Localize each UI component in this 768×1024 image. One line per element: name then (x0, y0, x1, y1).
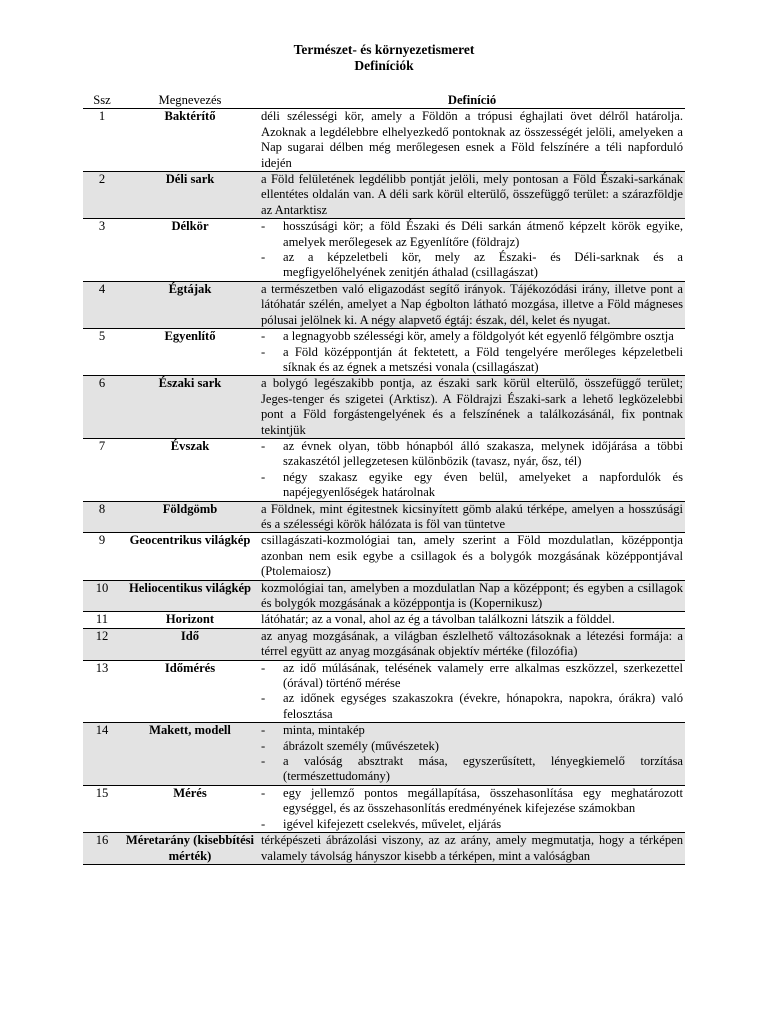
row-number: 7 (83, 438, 121, 501)
definition-item: - egy jellemző pontos megállapítása, összehasonlítása egy meghatározott egységgel, és az összehasonlítás eredményének kifejezése számokban (261, 786, 683, 817)
term-name: Déli sark (121, 172, 259, 219)
row-number: 12 (83, 628, 121, 660)
row-number: 8 (83, 501, 121, 533)
definition-cell: kozmológiai tan, amelyben a mozdulatlan Nap a középpont; és egyben a csillagok és bolygók mozgásának a középpontja is (Kopernikusz) (261, 580, 683, 610)
row-number: 2 (83, 172, 121, 219)
definition-list (261, 329, 683, 375)
table-row (83, 785, 685, 832)
definition-item: - a valóság absztrakt mása, egyszerűsített, lényegkiemelő torzítása (természettudomány) (261, 754, 683, 785)
definition-list (261, 219, 683, 281)
term-name: Méretarány (kisebbítési mérték) (121, 833, 259, 865)
row-number: 10 (83, 580, 121, 612)
definition-cell: látóhatár; az a vonal, ahol az ég a távolban találkozni látszik a földdel. (259, 612, 685, 628)
definition-cell (259, 660, 685, 723)
definition-list (261, 723, 683, 785)
row-number: 4 (83, 281, 121, 328)
definition-cell: déli szélességi kör, amely a Földön a trópusi éghajlati övet délről határolja. Azoknak a legdélebbre elhelyezkedő pontoknak az összességét jelöli, amelyeken a Nap sugarai délben még merőlegesen esnek a Föld felszínére a téli napforduló idején (261, 109, 683, 170)
header-ssz: Ssz (83, 93, 121, 109)
row-number: 14 (83, 723, 121, 786)
row-number: 6 (83, 376, 121, 439)
definition-item: - négy szakasz egyike egy éven belül, amelyeket a napfordulók és napéjegyenlőségek határolnak (261, 470, 683, 501)
row-number: 5 (83, 329, 121, 376)
title-line-1: Természet- és környezetismeret (293, 42, 475, 57)
definition-cell (259, 438, 685, 501)
definition-cell (259, 329, 685, 376)
term-name: Északi sark (121, 376, 259, 439)
table-row (83, 172, 685, 219)
definition-cell: az anyag mozgásának, a világban észlelhető változásoknak a létezési formája: a térrel együtt az anyag mozgásának objektív mértéke (filozófia) (261, 628, 683, 659)
table-row (83, 438, 685, 501)
term-name: Mérés (121, 785, 259, 832)
term-name: Földgömb (121, 501, 259, 533)
table-row (83, 660, 685, 723)
term-name: Makett, modell (121, 723, 259, 786)
table-header-row (83, 93, 685, 109)
row-number: 15 (83, 785, 121, 832)
row-number: 13 (83, 660, 121, 723)
definition-item: - igével kifejezett cselekvés, művelet, eljárás (261, 817, 683, 832)
row-number: 1 (83, 109, 121, 172)
term-name: Geocentrikus világkép (121, 533, 259, 580)
definition-item: - a Föld középpontján át fektetett, a Föld tengelyére merőleges képzeletbeli síknak és az égnek a metszési vonala (csillagászat) (261, 345, 683, 376)
term-name: Évszak (121, 438, 259, 501)
definition-list (261, 661, 683, 723)
table-row (83, 628, 685, 660)
definition-item: - az idő múlásának, telésének valamely erre alkalmas eszközzel, szerkezettel (órával) történő mérése (261, 661, 683, 692)
header-megnevezes: Megnevezés (121, 93, 259, 109)
definition-cell: csillagászati-kozmológiai tan, amely szerint a Föld mozdulatlan, középpontja azonban nem esik egybe a csillagok és a bolygók mozgásának középpontjával (Ptolemaiosz) (261, 533, 683, 579)
term-name: Időmérés (121, 660, 259, 723)
definition-cell: a természetben való eligazodást segítő irányok. Tájékozódási irány, illetve pont a látóhatár szélén, amelyet a Nap égbolton látható mozgása, illetve a Föld mágneses pólusai jelölnek ki. A négy alapvető égtáj: észak, dél, kelet és nyugat. (261, 281, 683, 327)
definition-item: - az évnek olyan, több hónapból álló szakasza, melynek időjárása a többi szakaszétól jellegzetesen különbözik (tavasz, nyár, ősz, tél) (261, 439, 683, 470)
term-name: Idő (121, 628, 259, 660)
definition-cell (259, 785, 685, 832)
title-line-2: Definíciók (354, 58, 414, 73)
definition-item: - ábrázolt személy (művészetek) (261, 739, 683, 754)
definition-cell (259, 219, 685, 282)
definition-item: - hosszúsági kör; a föld Északi és Déli sarkán átmenő képzelt körök egyike, amelyek merőlegesek az Egyenlítőre (földrajz) (261, 219, 683, 250)
table-row (83, 612, 685, 628)
definition-item: - az időnek egységes szakaszokra (évekre, hónapokra, napokra, órákra) való felosztása (261, 691, 683, 722)
term-name: Heliocentikus világkép (121, 580, 259, 612)
table-row (83, 219, 685, 282)
document-title (0, 42, 768, 74)
definitions-table (83, 93, 685, 865)
definition-item: - minta, mintakép (261, 723, 683, 738)
term-name: Egyenlítő (121, 329, 259, 376)
row-number: 11 (83, 612, 121, 628)
definition-item: - a legnagyobb szélességi kör, amely a földgolyót két egyenlő félgömbre osztja (261, 329, 683, 344)
term-name: Égtájak (121, 281, 259, 328)
definition-item: - az a képzeletbeli kör, mely az Északi- és Déli-sarknak és a megfigyelőhelyének zenitjén áthalad (csillagászat) (261, 250, 683, 281)
table-row (83, 109, 685, 172)
table-row (83, 833, 685, 865)
table-row (83, 580, 685, 612)
definition-list (261, 786, 683, 832)
definition-list (261, 439, 683, 501)
row-number: 9 (83, 533, 121, 580)
definition-cell: a Föld felületének legdélibb pontját jelöli, mely pontosan a Föld Északi-sarkának ellentétes oldalán van. A déli sark körül elterülő, összefüggő terület: a szárazföldje az Antarktisz (261, 172, 683, 217)
definition-cell: térképészeti ábrázolási viszony, az az arány, amely megmutatja, hogy a térképen valamely távolság hányszor kisebb a térképen, mint a valóságban (261, 833, 683, 863)
table-row (83, 329, 685, 376)
table-row (83, 533, 685, 580)
term-name: Horizont (121, 612, 259, 628)
term-name: Baktérítő (121, 109, 259, 172)
table-row (83, 723, 685, 786)
table-row (83, 501, 685, 533)
term-name: Délkör (121, 219, 259, 282)
definition-cell: a Földnek, mint égitestnek kicsinyített gömb alakú térképe, amelyen a hosszúsági és a szélességi körök hálózata is föl van tüntetve (261, 501, 683, 531)
definition-cell (259, 723, 685, 786)
table-row (83, 281, 685, 328)
table-row (83, 376, 685, 439)
definition-cell: a bolygó legészakibb pontja, az északi sark körül elterülő, összefüggő terület; Jeges-tenger és szigetei (Arktisz). A Földrajzi Északi-sark a lehető legközelebbi pont a Föld forgástengelyének és a felszínének a találkozásánál, fix pontnak tekintjük (261, 376, 683, 437)
header-definicio: Definíció (259, 93, 685, 109)
row-number: 3 (83, 219, 121, 282)
row-number: 16 (83, 833, 121, 865)
